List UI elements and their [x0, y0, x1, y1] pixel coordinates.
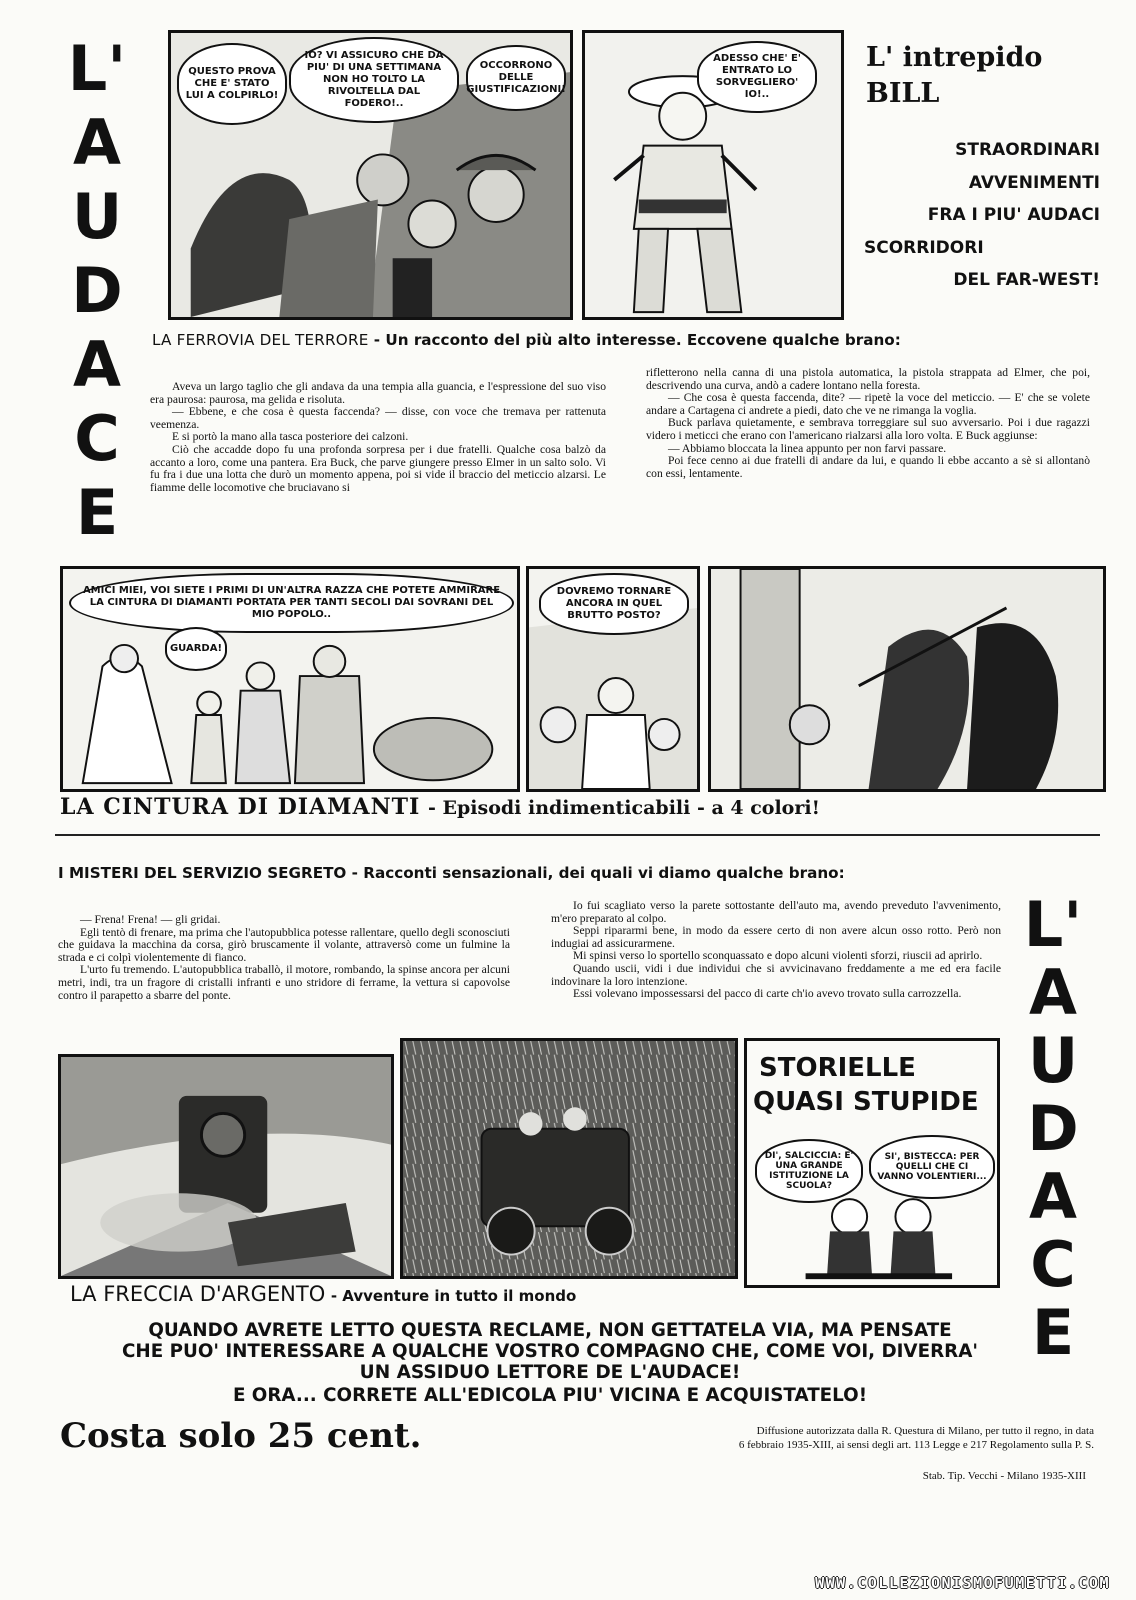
bill-balloon-3: OCCORRONO DELLE GIUSTIFICAZIONI!: [466, 45, 566, 111]
misteri-paragraph: L'urto fu tremendo. L'autopubblica traballò, il motore, rombando, la spinse ancora per alcuni metri, indi, tra un fragore di cristalli infranti e uno stridore di ferrame, la vettura si capovolse contro il parapetto a sbarre del ponte.: [58, 963, 510, 1002]
bill-tagline-line: STRAORDINARI: [955, 140, 1100, 160]
ferrovia-paragraph: — Che cosa è questa faccenda, dite? — ripetè la voce del meticcio. — E' che se volete andare a Cartagena ci andrete a piedi, dato che ve ne rimanga la voglia.: [646, 391, 1090, 417]
masthead-letter: L': [1023, 888, 1083, 961]
masthead-letter: A: [73, 106, 121, 179]
misteri-subtitle: - Racconti sensazionali, dei quali vi diamo qualche brano:: [351, 864, 845, 882]
cintura-panel-3: [708, 566, 1106, 792]
masthead-vertical-top: [62, 32, 132, 549]
legal-notice: [596, 1424, 1094, 1452]
misteri-col-2: [551, 900, 1001, 1001]
freccia-subtitle: - Avventure in tutto il mondo: [330, 1287, 577, 1305]
legal-line-2: 6 febbraio 1935-XIII, ai sensi degli art. 113 Legge e 217 Regolamento sulla P. S.: [738, 1439, 1094, 1451]
masthead-letter: L': [67, 32, 127, 105]
masthead-letter: C: [1030, 1228, 1076, 1301]
ferrovia-paragraph: — Abbiamo bloccata la linea appunto per non farvi passare.: [668, 441, 947, 455]
freccia-title: LA FRECCIA D'ARGENTO: [70, 1282, 326, 1306]
masthead-vertical-bottom: [1018, 888, 1088, 1369]
ferrovia-paragraph: rifletterono nella canna di una pistola automatica, la pistola strappata ad Elmer, che poi, descrivendo una curva, andò a cadere lontano nella foresta.: [646, 366, 1090, 392]
cintura-balloon-1: AMICI MIEI, VOI SIETE I PRIMI DI UN'ALTRA RAZZA CHE POTETE AMMIRARE LA CINTURA DI DIAMANTI PORTATA PER TANTI SECOLI DAI SOVRANI DEL MIO POPOLO..: [69, 573, 514, 633]
misteri-title: I MISTERI DEL SERVIZIO SEGRETO: [58, 864, 347, 882]
cintura-subtitle: - Episodi indimenticabili - a 4 colori!: [428, 797, 820, 819]
storielle-title-line2: QUASI STUPIDE: [753, 1087, 979, 1117]
misteri-paragraph: Io fui scagliato verso la parete sottostante dell'auto ma, avendo preveduto l'avvenimento, m'ero preparato al colpo.: [551, 899, 1001, 925]
bill-panel-2: [582, 30, 844, 320]
masthead-letter: E: [75, 476, 119, 549]
cintura-panel-2: [526, 566, 700, 792]
storielle-title-line1: STORIELLE: [759, 1053, 916, 1083]
masthead-letter: D: [1027, 1092, 1079, 1165]
ferrovia-col-2: [646, 367, 1090, 480]
misteri-paragraph: Egli tentò di frenare, ma prima che l'autopubblica potesse rallentare, quello degli sconosciuti che guidava la macchina da corsa, girò bruscamente il volante, attraversò come un fulmine la strada e ci colpì violentemente di fianco.: [58, 925, 510, 964]
ferrovia-paragraph: Buck parlava quietamente, e sembrava torreggiare sul suo avversario. Poi i due ragazzi videro i meticci che erano con l'americano rialzarsi alla loro volta. E Buck aggiunse:: [646, 416, 1090, 442]
masthead-letter: A: [1029, 956, 1077, 1029]
freccia-panel-1-art: [61, 1057, 391, 1276]
watermark: WWW.COLLEZIONISMOFUMETTI.COM: [815, 1574, 1110, 1592]
bill-tagline-line: SCORRIDORI: [864, 237, 984, 258]
section-divider: [55, 834, 1100, 836]
cintura-balloon-2: GUARDA!: [165, 627, 227, 671]
bill-panel-1: [168, 30, 573, 320]
cintura-panel-1: [60, 566, 520, 792]
misteri-paragraph: Mi spinsi verso lo sportello sconquassato e dopo alcuni violenti sforzi, riuscii ad aprirlo.: [573, 949, 983, 963]
freccia-panel-2: [400, 1038, 738, 1279]
misteri-paragraph: Quando uscii, vidi i due individui che si avvicinavano freddamente a me ed era facile indovinare la loro intenzione.: [551, 961, 1001, 988]
cintura-title-row: [60, 794, 820, 820]
freccia-panel-2-art: [403, 1041, 735, 1276]
freccia-title-row: [70, 1282, 576, 1306]
bill-tagline-line: DEL FAR-WEST!: [953, 270, 1100, 290]
cintura-balloon-3: DOVREMO TORNARE ANCORA IN QUEL BRUTTO POSTO?: [539, 573, 689, 635]
freccia-panel-1: [58, 1054, 394, 1279]
masthead-letter: A: [73, 328, 121, 401]
appeal-line-4: E ORA... CORRETE ALL'EDICOLA PIU' VICINA E ACQUISTATELO!: [232, 1385, 868, 1406]
bill-title-line2: BILL: [866, 78, 940, 109]
bill-balloon-4: ADESSO CHE' E' ENTRATO LO SORVEGLIERO' IO!..: [697, 41, 817, 113]
masthead-letter: A: [1029, 1160, 1077, 1233]
ferrovia-subtitle: - Un racconto del più alto interesse. Eccovene qualche brano:: [373, 331, 901, 349]
misteri-paragraph: Seppi ripararmi bene, in modo da essere certo di non avere alcun osso rotto. Però non indugiai ad assicurarmene.: [551, 924, 1001, 950]
ferrovia-title-row: [152, 331, 901, 349]
bill-title-line1: L' intrepido: [866, 42, 1043, 73]
storielle-balloon-1: DI', SALCICCIA: E' UNA GRANDE ISTITUZIONE LA SCUOLA?: [755, 1139, 863, 1203]
ferrovia-title: LA FERROVIA DEL TERRORE: [152, 331, 369, 349]
masthead-letter: C: [74, 402, 120, 475]
bill-tagline-line: AVVENIMENTI: [968, 172, 1100, 193]
bill-balloon-1: QUESTO PROVA CHE E' STATO LUI A COLPIRLO!: [177, 43, 287, 125]
ferrovia-paragraph: E si portò la mano alla tasca posteriore dei calzoni.: [172, 430, 409, 444]
masthead-letter: D: [71, 254, 123, 327]
ferrovia-paragraph: — Ebbene, e che cosa è questa faccenda? — disse, con voce che tremava per rattenuta veemenza.: [150, 405, 606, 431]
legal-line-1: Diffusione autorizzata dalla R. Questura di Milano, per tutto il regno, in data: [756, 1425, 1094, 1437]
misteri-paragraph: Essi volevano impossessarsi del pacco di carte ch'io avevo trovato sulla carrozzella.: [573, 987, 962, 1001]
ferrovia-paragraph: Aveva un largo taglio che gli andava da una tempia alla guancia, e l'espressione del suo viso era paurosa: paurosa, ma gelida e risoluta.: [150, 380, 606, 406]
misteri-col-1: [58, 914, 510, 1002]
bill-tagline: [852, 134, 1100, 297]
masthead-letter: U: [71, 180, 123, 253]
misteri-title-row: [58, 864, 845, 882]
bill-tagline-line: FRA I PIU' AUDACI: [927, 205, 1100, 225]
masthead-letter: U: [1027, 1024, 1079, 1097]
appeal-line-2: CHE PUO' INTERESSARE A QUALCHE VOSTRO COMPAGNO CHE, COME VOI, DIVERRA': [122, 1341, 978, 1362]
storielle-panel: [744, 1038, 1000, 1288]
ferrovia-paragraph: Ciò che accadde dopo fu una profonda sorpresa per i due fratelli. Qualche cosa balzò da accanto a loro, come una pantera. Era Buck, che parve giungere presso Elmer in un salto solo. Vi fu fra i due una lotta che durò un momento appena, poi si vide il braccio del meticcio alzarsi. Le fiamme delle locomotive che bruciavano si: [150, 442, 606, 494]
ferrovia-paragraph: Poi fece cenno ai due fratelli di andare da lui, e quando li ebbe accanto a sè si allontanò con essi, lentamente.: [646, 454, 1090, 480]
cintura-title: LA CINTURA DI DIAMANTI: [60, 794, 421, 820]
misteri-paragraph: — Frena! Frena! — gli gridai.: [80, 913, 221, 926]
cintura-panel-3-art: [711, 569, 1103, 789]
appeal-line-3: UN ASSIDUO LETTORE DE L'AUDACE!: [359, 1362, 741, 1383]
price: Costa solo 25 cent.: [60, 1416, 422, 1456]
ferrovia-col-1: [150, 381, 606, 494]
appeal-line-1: QUANDO AVRETE LETTO QUESTA RECLAME, NON GETTATELA VIA, MA PENSATE: [148, 1320, 952, 1341]
storielle-balloon-2: SI', BISTECCA: PER QUELLI CHE CI VANNO VOLENTIERI...: [869, 1135, 995, 1199]
masthead-letter: E: [1031, 1296, 1075, 1369]
bill-balloon-2: IO? VI ASSICURO CHE DA PIU' DI UNA SETTIMANA NON HO TOLTO LA RIVOLTELLA DAL FODERO!..: [289, 37, 459, 123]
printer-credit: Stab. Tip. Vecchi - Milano 1935-XIII: [922, 1470, 1086, 1482]
